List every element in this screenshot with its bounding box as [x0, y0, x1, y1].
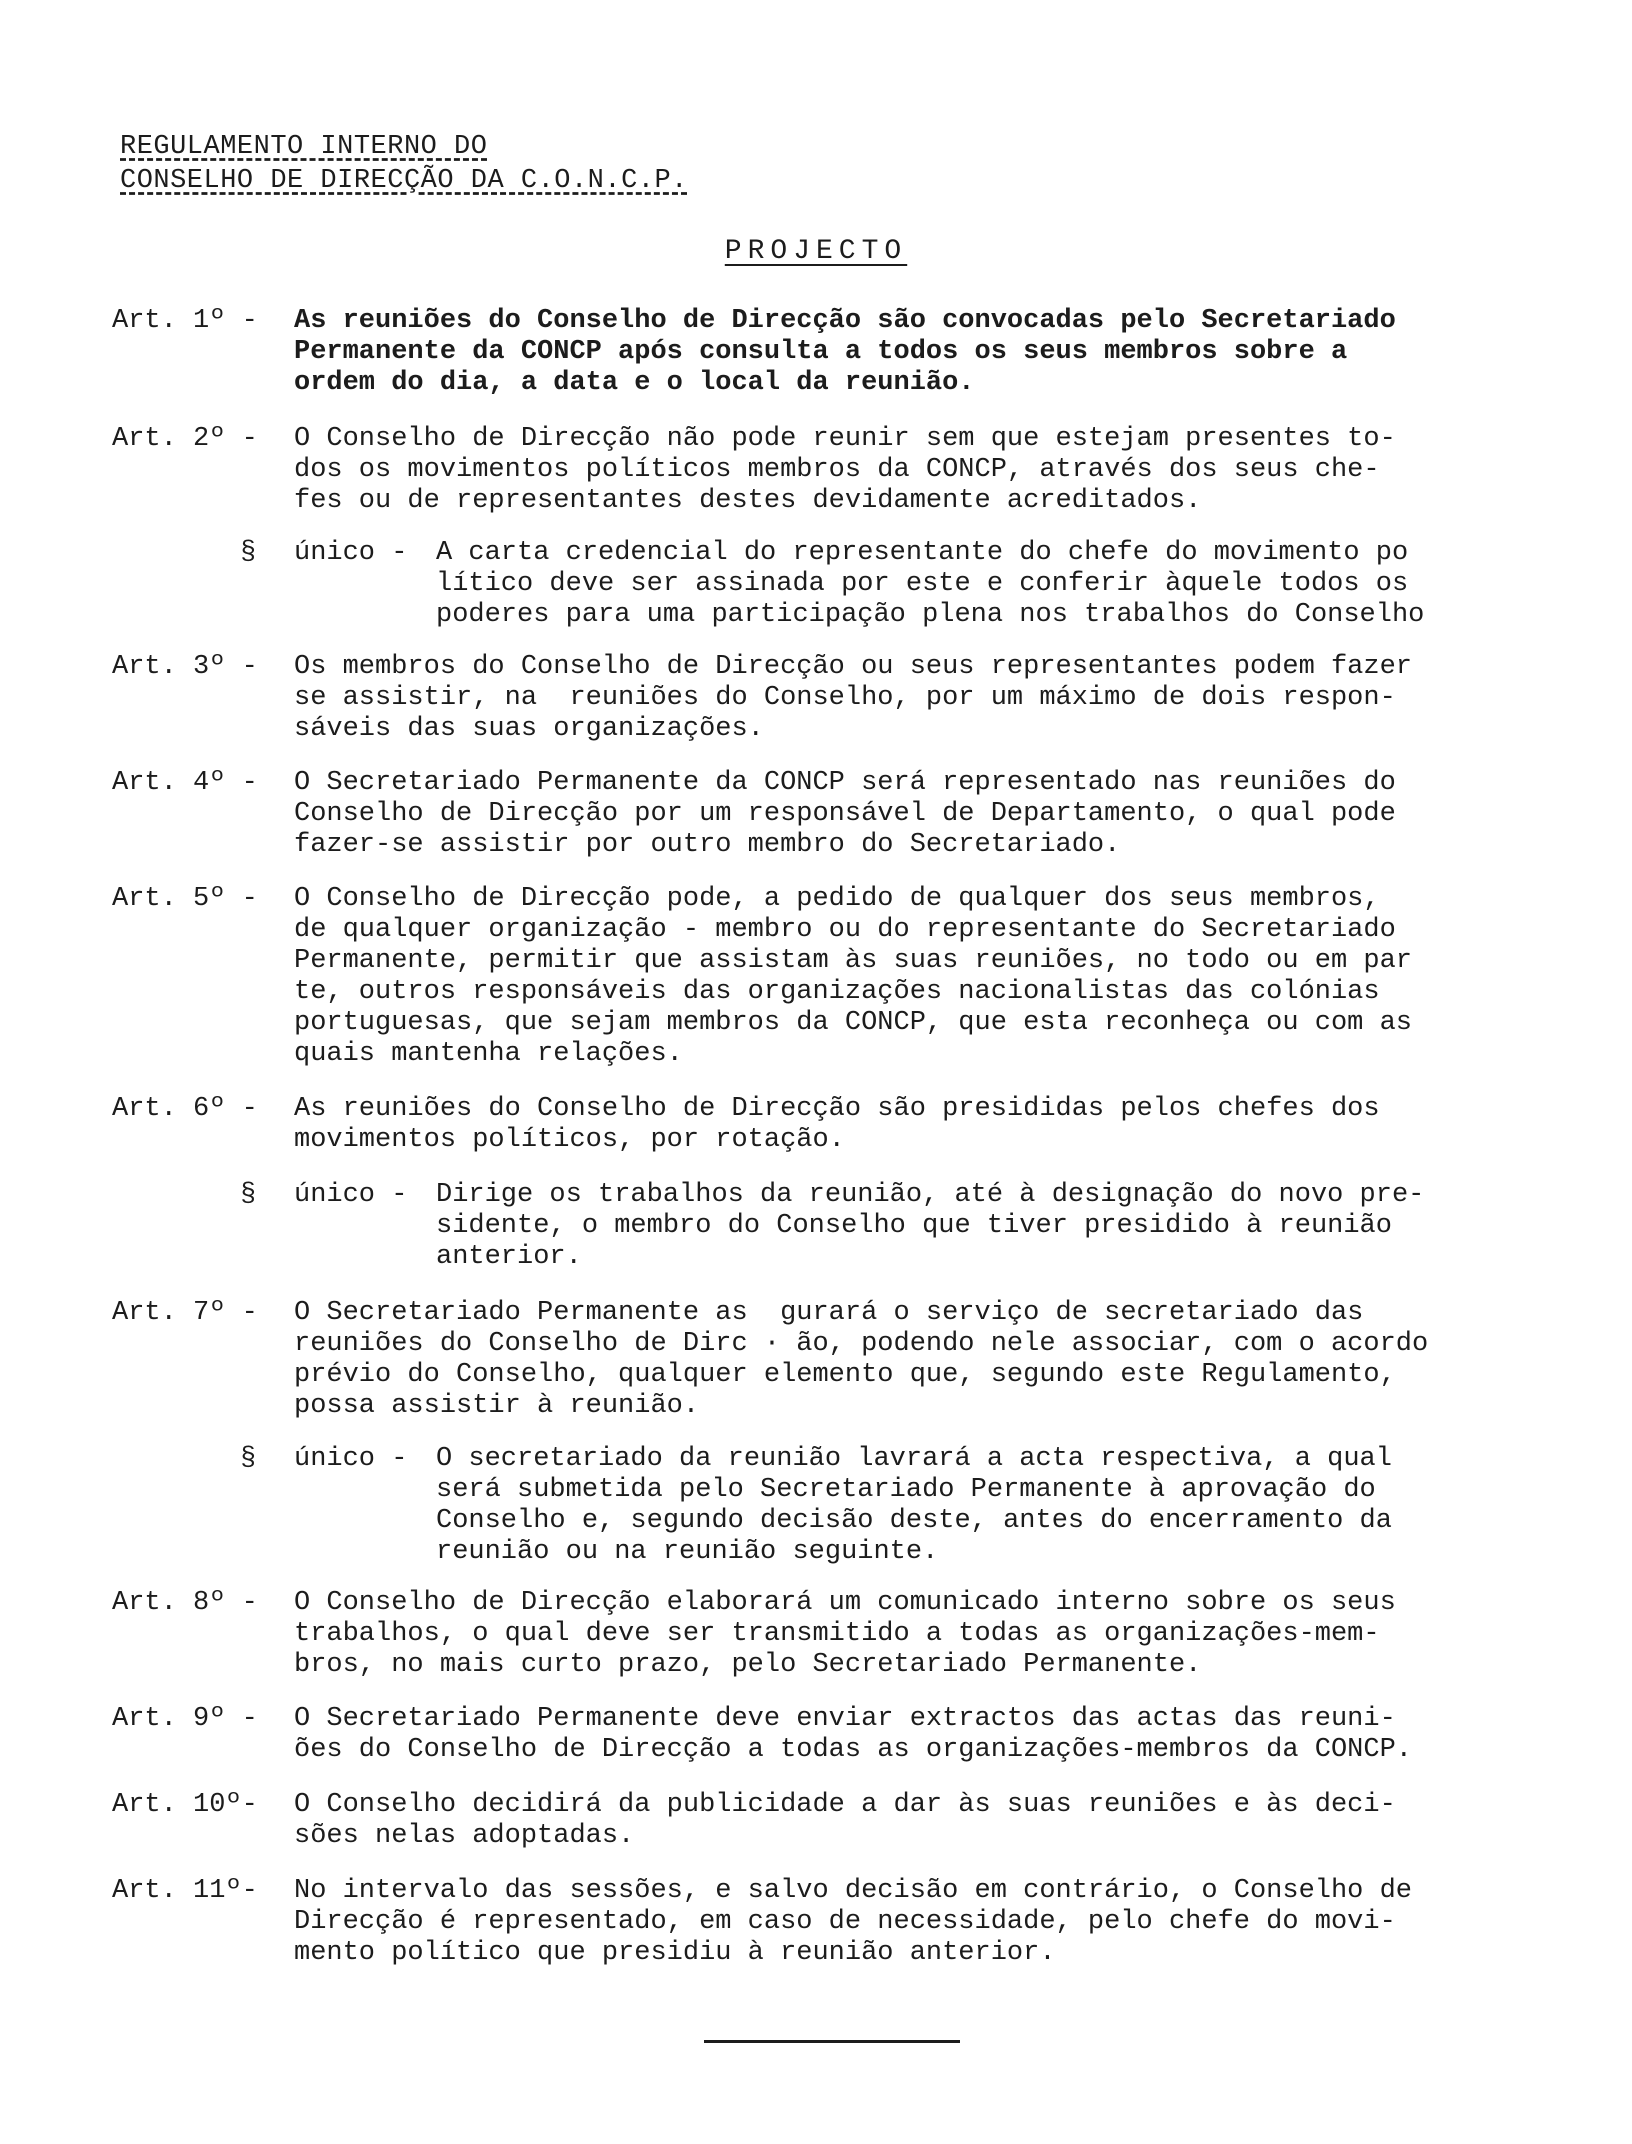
document-heading	[120, 130, 688, 198]
article-text	[294, 768, 1554, 861]
article-line: Permanente, permitir que assistam às suas reuniões, no todo ou em par	[294, 946, 1412, 976]
article-line: reuniões do Conselho de Dirc · ão, podendo nele associar, com o acordo	[294, 1329, 1429, 1359]
document-subtitle: PROJECTO	[724, 236, 908, 267]
article-line: fazer-se assistir por outro membro do Secretariado.	[294, 830, 1121, 860]
article-text	[294, 884, 1554, 1070]
paragraph-line: anterior.	[436, 1242, 582, 1272]
article-number: Art. 6º -	[112, 1094, 258, 1124]
paragraph-line: O secretariado da reunião lavrará a acta respectiva, a qual	[436, 1444, 1392, 1474]
article-line: prévio do Conselho, qualquer elemento que, segundo este Regulamento,	[294, 1360, 1396, 1390]
article-line: As reuniões do Conselho de Direcção são convocadas pelo Secretariado	[294, 306, 1396, 336]
article-text	[294, 306, 1554, 399]
article-line: portuguesas, que sejam membros da CONCP, que esta reconheça ou com as	[294, 1008, 1412, 1038]
paragraph-line: Conselho e, segundo decisão deste, antes do encerramento da	[436, 1506, 1392, 1536]
paragraph-text	[436, 538, 1424, 631]
article-number: Art. 2º -	[112, 424, 258, 454]
article-line: ões do Conselho de Direcção a todas as organizações-membros da CONCP.	[294, 1735, 1412, 1765]
article-line: No intervalo das sessões, e salvo decisão em contrário, o Conselho de	[294, 1876, 1412, 1906]
paragraph-line: lítico deve ser assinada por este e conferir àquele todos os	[436, 569, 1409, 599]
article-text	[294, 1094, 1554, 1156]
article-line: O Conselho de Direcção pode, a pedido de qualquer dos seus membros,	[294, 884, 1380, 914]
article-line: O Conselho decidirá da publicidade a dar às suas reuniões e às deci-	[294, 1790, 1396, 1820]
paragraph-line: A carta credencial do representante do chefe do movimento po	[436, 538, 1409, 568]
article-line: te, outros responsáveis das organizações nacionalistas das colónias	[294, 977, 1380, 1007]
closing-divider	[704, 2040, 960, 2043]
article-line: Direcção é representado, em caso de necessidade, pelo chefe do movi-	[294, 1907, 1396, 1937]
article-line: quais mantenha relações.	[294, 1039, 683, 1069]
article-line: Os membros do Conselho de Direcção ou seus representantes podem fazer	[294, 652, 1412, 682]
article-line: movimentos políticos, por rotação.	[294, 1125, 845, 1155]
article-number: Art. 9º -	[112, 1704, 258, 1734]
paragraph-label: único -	[294, 1444, 408, 1474]
paragraph-label: único -	[294, 538, 408, 568]
article-number: Art. 1º -	[112, 306, 258, 336]
article-number: Art. 7º -	[112, 1298, 258, 1328]
paragraph-line: Dirige os trabalhos da reunião, até à designação do novo pre-	[436, 1180, 1425, 1210]
article-number: Art. 10º-	[112, 1790, 258, 1820]
article-line: se assistir, na reuniões do Conselho, por um máximo de dois respon-	[294, 683, 1396, 713]
article-line: Permanente da CONCP após consulta a todos os seus membros sobre a	[294, 337, 1348, 367]
heading-line-1: REGULAMENTO INTERNO DO	[120, 132, 488, 162]
article-number: Art. 5º -	[112, 884, 258, 914]
article-line: mento político que presidiu à reunião anterior.	[294, 1938, 1056, 1968]
article-line: O Conselho de Direcção não pode reunir sem que estejam presentes to-	[294, 424, 1396, 454]
article-line: Conselho de Direcção por um responsável de Departamento, o qual pode	[294, 799, 1396, 829]
article-line: O Secretariado Permanente deve enviar extractos das actas das reuni-	[294, 1704, 1396, 1734]
paragraph-line: será submetida pelo Secretariado Permanente à aprovação do	[436, 1475, 1376, 1505]
article-line: As reuniões do Conselho de Direcção são presididas pelos chefes dos	[294, 1094, 1380, 1124]
article-line: de qualquer organização - membro ou do representante do Secretariado	[294, 915, 1396, 945]
paragraph-line: poderes para uma participação plena nos trabalhos do Conselho	[436, 600, 1425, 630]
paragraph-label: único -	[294, 1180, 408, 1210]
heading-line-2: CONSELHO DE DIRECÇÃO DA C.O.N.C.P.	[120, 166, 688, 196]
paragraph-text	[436, 1444, 1392, 1568]
section-sign: §	[240, 538, 257, 568]
section-sign: §	[240, 1444, 257, 1474]
section-sign: §	[240, 1180, 257, 1210]
article-text	[294, 1790, 1554, 1852]
paragraph-line: sidente, o membro do Conselho que tiver presidido à reunião	[436, 1211, 1392, 1241]
article-line: O Conselho de Direcção elaborará um comunicado interno sobre os seus	[294, 1588, 1396, 1618]
article-line: dos os movimentos políticos membros da CONCP, através dos seus che-	[294, 455, 1380, 485]
article-line: sões nelas adoptadas.	[294, 1821, 635, 1851]
article-number: Art. 11º-	[112, 1876, 258, 1906]
article-line: trabalhos, o qual deve ser transmitido a todas as organizações-mem-	[294, 1619, 1380, 1649]
article-text	[294, 424, 1554, 517]
article-line: possa assistir à reunião.	[294, 1391, 700, 1421]
article-line: sáveis das suas organizações.	[294, 714, 764, 744]
article-line: O Secretariado Permanente da CONCP será representado nas reuniões do	[294, 768, 1396, 798]
article-number: Art. 8º -	[112, 1588, 258, 1618]
article-line: bros, no mais curto prazo, pelo Secretariado Permanente.	[294, 1650, 1202, 1680]
article-text	[294, 1588, 1554, 1681]
article-number: Art. 3º -	[112, 652, 258, 682]
paragraph-line: reunião ou na reunião seguinte.	[436, 1537, 939, 1567]
article-line: ordem do dia, a data e o local da reunião.	[294, 368, 975, 398]
article-text	[294, 1298, 1554, 1422]
article-number: Art. 4º -	[112, 768, 258, 798]
article-text	[294, 652, 1554, 745]
article-line: fes ou de representantes destes devidamente acreditados.	[294, 486, 1202, 516]
paragraph-text	[436, 1180, 1424, 1273]
article-text	[294, 1704, 1554, 1766]
article-text	[294, 1876, 1554, 1969]
article-line: O Secretariado Permanente as gurará o serviço de secretariado das	[294, 1298, 1364, 1328]
